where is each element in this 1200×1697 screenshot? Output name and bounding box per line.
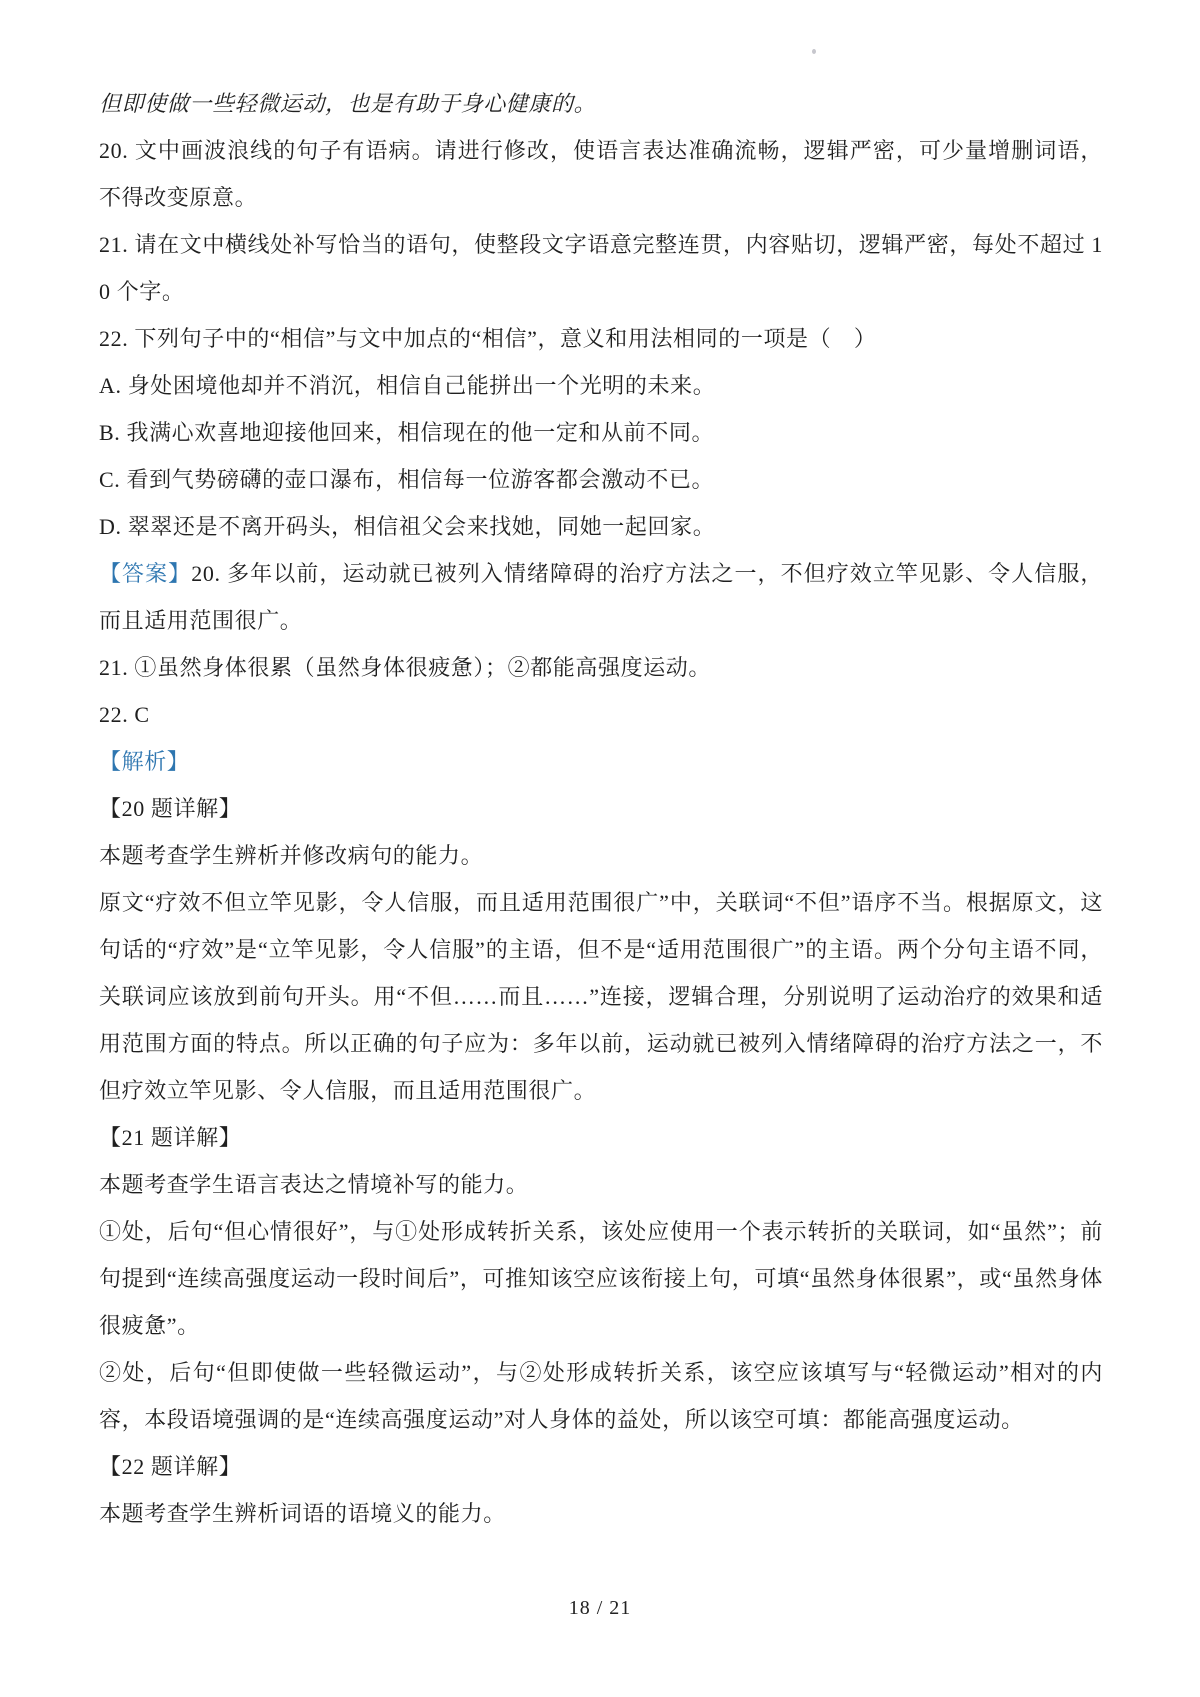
- analysis-header: [99, 738, 1103, 785]
- question-22-stem: 22. 下列句子中的“相信”与文中加点的“相信”，意义和用法相同的一项是（ ）: [99, 326, 877, 351]
- answer-label: 【答案】: [99, 561, 192, 586]
- question-20-stem: 20. 文中画波浪线的句子有语病。请进行修改，使语言表达准确流畅，逻辑严密，可少量增删词语，不得改变原意。: [99, 138, 1103, 210]
- analysis-label: 【解析】: [99, 749, 190, 774]
- question-22-option-a: A. 身处困境他却并不消沉，相信自己能拼出一个光明的未来。: [99, 373, 716, 398]
- q20-detail-body: 原文“疗效不但立竿见影，令人信服，而且适用范围很广”中，关联词“不但”语序不当。根据原文，这句话的“疗效”是“立竿见影，令人信服”的主语，但不是“适用范围很广”的主语。两个分句主语不同，关联词应该放到前句开头。用“不但……而且……”连接，逻辑合理，分别说明了运动治疗的效果和适用范围方面的特点。所以正确的句子应为：多年以前，运动就已被列入情绪障碍的治疗方法之一，不但疗效立竿见影、令人信服，而且适用范围很广。: [99, 890, 1103, 1103]
- q21-detail-header: 【21 题详解】: [99, 1125, 242, 1150]
- q21-detail-body-1: ①处，后句“但心情很好”，与①处形成转折关系，该处应使用一个表示转折的关联词，如“虽然”；前句提到“连续高强度运动一段时间后”，可推知该空应该衔接上句，可填“虽然身体很累”，或“虽然身体很疲惫”。: [99, 1219, 1103, 1338]
- answer-20: [99, 550, 1103, 644]
- q21-detail-body-2: ②处，后句“但即使做一些轻微运动”，与②处形成转折关系，该空应该填写与“轻微运动”相对的内容，本段语境强调的是“连续高强度运动”对人身体的益处，所以该空可填：都能高强度运动。: [99, 1360, 1103, 1432]
- q20-detail-header: 【20 题详解】: [99, 796, 242, 821]
- q21-detail-intro: 本题考查学生语言表达之情境补写的能力。: [99, 1172, 529, 1197]
- passage-closing-line: 但即使做一些轻微运动，也是有助于身心健康的。: [99, 91, 597, 116]
- scan-artifact-dot: [812, 49, 816, 54]
- q20-detail-intro: 本题考查学生辨析并修改病句的能力。: [99, 843, 484, 868]
- answer-20-text: 20. 多年以前，运动就已被列入情绪障碍的治疗方法之一，不但疗效立竿见影、令人信服，而且适用范围很广。: [99, 561, 1103, 633]
- question-22-option-b: B. 我满心欢喜地迎接他回来，相信现在的他一定和从前不同。: [99, 420, 715, 445]
- question-22-option-d: D. 翠翠还是不离开码头，相信祖父会来找她，同她一起回家。: [99, 514, 716, 539]
- question-22-option-c: C. 看到气势磅礴的壶口瀑布，相信每一位游客都会激动不已。: [99, 467, 715, 492]
- document-content: [99, 80, 1103, 1537]
- page-number: 18 / 21: [568, 1597, 632, 1619]
- q22-detail-header: 【22 题详解】: [99, 1454, 242, 1479]
- answer-21: 21. ①虽然身体很累（虽然身体很疲惫）；②都能高强度运动。: [99, 655, 712, 680]
- q22-detail-intro: 本题考查学生辨析词语的语境义的能力。: [99, 1501, 506, 1526]
- question-21-stem: 21. 请在文中横线处补写恰当的语句，使整段文字语意完整连贯，内容贴切，逻辑严密，每处不超过 10 个字。: [99, 232, 1103, 304]
- answer-22: 22. C: [99, 702, 150, 727]
